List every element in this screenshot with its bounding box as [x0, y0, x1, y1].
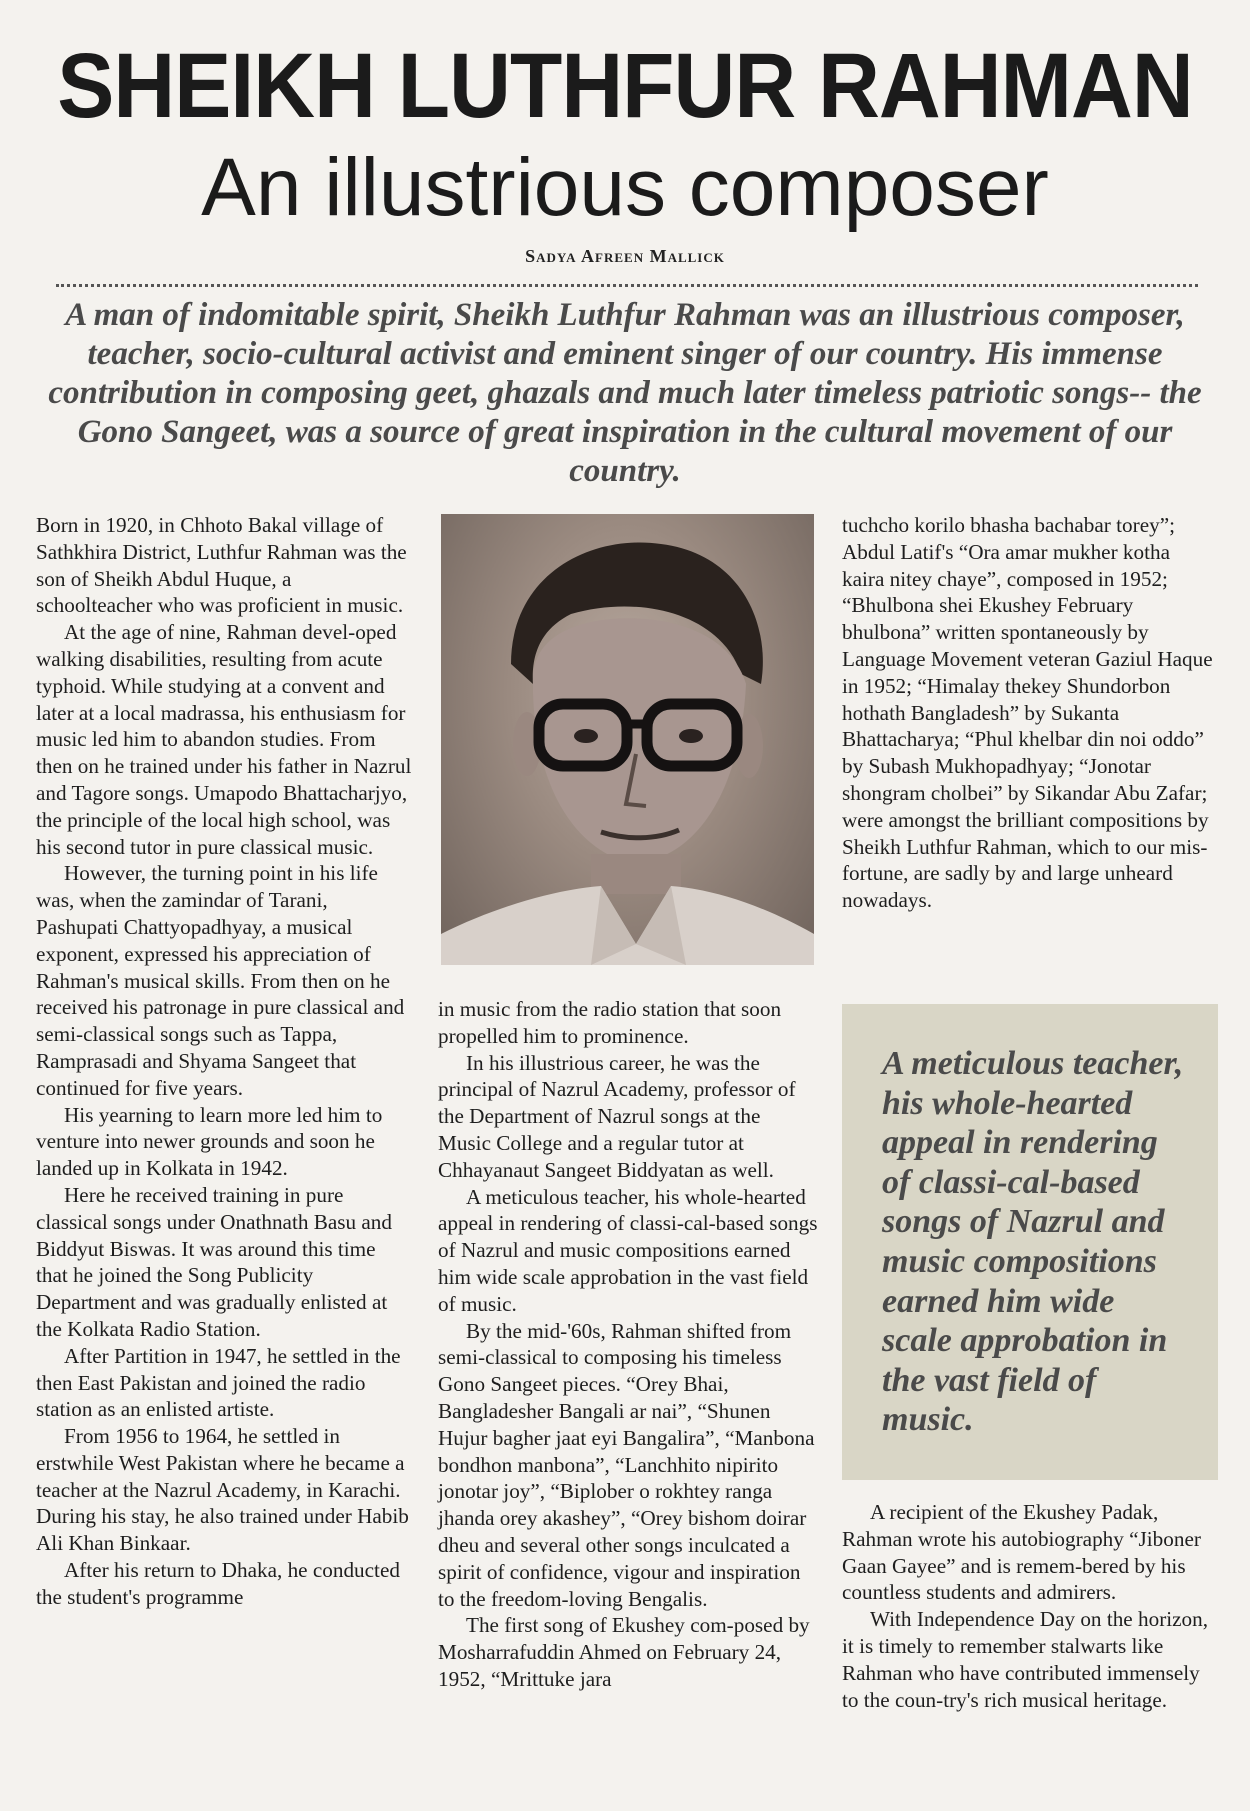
paragraph: His yearning to learn more led him to venture into newer grounds and soon he landed up in Kolkata in 1942. — [36, 1102, 383, 1181]
paragraph: After Partition in 1947, he settled in the then East Pakistan and joined the radio station as an enlisted artiste. — [36, 1343, 401, 1422]
paragraph: in music from the radio station that soon propelled him to prominence. — [438, 997, 782, 1048]
paragraph: A meticulous teacher, his whole-hearted appeal in rendering of classi-cal-based songs of Nazrul and music compositions earned him wide scale approbation in the vast field of music. — [438, 1184, 818, 1316]
paragraph: At the age of nine, Rahman devel-oped walking disabilities, resulting from acute typhoid. While studying at a convent and later at a local madrassa, his enthusiasm for music led him to abandon studies. From then on he trained under his father in Nazrul and Tagore songs. Umapodo Bhattacharjyo, the principle of the local high school, was his second tutor in pure classical music. — [36, 620, 412, 859]
byline: Sadya Afreen Mallick — [525, 246, 725, 266]
paragraph: From 1956 to 1964, he settled in erstwhile West Pakistan where he became a teacher at the Nazrul Academy, in Karachi. During his stay, he also trained under Habib Ali Khan Binkaar. — [36, 1424, 409, 1556]
subhead: An illustrious composer — [201, 142, 1049, 233]
paragraph: tuchcho korilo bhasha bachabar torey”; Abdul Latif's “Ora amar mukher kotha kaira nitey chaye”, composed in 1952; “Bhulbona shei Ekushey February bhulbona” written spontaneously by Language Movement veteran Gaziul Haque in 1952; “Himalay thekey Shundorbon hothath Bangladesh” by Sukanta Bhattacharya; “Phul khelbar din noi oddo” by Subash Mukhopadhyay; “Jonotar shongram cholbei” by Sikandar Abu Zafar; were amongst the brilliant compositions by Sheikh Luthfur Rahman, which to our mis-fortune, are sadly by and large unheard nowadays. — [842, 513, 1213, 913]
pull-quote: A meticulous teacher, his whole-hearted appeal in rendering of classi-cal-based songs of Nazrul and music compositions earned him wide scale approbation in the vast field of music. — [842, 1004, 1218, 1480]
paragraph: A recipient of the Ekushey Padak, Rahman wrote his autobiography “Jiboner Gaan Gayee” and is remem-bered by his countless students and admirers. — [842, 1500, 1201, 1605]
deck-intro: A man of indomitable spirit, Sheikh Luthfur Rahman was an illustrious composer, teacher, socio-cultural activist and eminent singer of our country. His immense contribution in composing geet, ghazals and much later timeless patriotic songs-- the Gono Sangeet, was a source of great inspiration in the cultural movement of our country. — [48, 297, 1202, 489]
body-column-3-top — [842, 512, 1214, 914]
headline: SHEIKH LUTHFUR RAHMAN — [57, 35, 1193, 137]
paragraph: The first song of Ekushey com-posed by Mosharrafuddin Ahmed on February 24, 1952, “Mrittuke jara — [438, 1613, 810, 1691]
paragraph: In his illustrious career, he was the principal of Nazrul Academy, professor of the Department of Nazrul songs at the Music College and a regular tutor at Chhayanaut Sangeet Biddyatan as well. — [438, 1050, 796, 1182]
paragraph: Here he received training in pure classical songs under Onathnath Basu and Biddyut Biswas. It was around this time that he joined the Song Publicity Department and was gradually enlisted at the Kolkata Radio Station. — [36, 1182, 392, 1341]
paragraph: After his return to Dhaka, he conducted the student's programme — [36, 1558, 400, 1609]
paragraph: However, the turning point in his life was, when the zamindar of Tarani, Pashupati Chattyopadhyay, a musical exponent, expressed his appreciation of Rahman's musical skills. From then on he received his patronage in pure classical and semi-classical songs such as Tappa, Ramprasadi and Shyama Sangeet that continued for five years. — [36, 861, 405, 1100]
body-column-2 — [438, 996, 818, 1693]
body-column-1 — [36, 512, 412, 1611]
paragraph: By the mid-'60s, Rahman shifted from semi-classical to composing his timeless Gono Sangeet pieces. “Orey Bhai, Bangladesher Bangali ar nai”, “Shunen Hujur bagher jaat eyi Bangalira”, “Manbona bondhon manbona”, “Lanchhito nipirito jonotar joy”, “Biplober o rokhtey ranga jhanda orey akashey”, “Orey bishom doirar dheu and several other songs inculcated a spirit of confidence, vigour and inspiration to the freedom-loving Bengalis. — [438, 1318, 815, 1611]
body-column-3-bottom — [842, 1499, 1214, 1713]
paragraph: Born in 1920, in Chhoto Bakal village of Sathkhira District, Luthfur Rahman was the son of Sheikh Abdul Huque, a schoolteacher who was proficient in music. — [36, 513, 407, 618]
dotted-divider — [56, 284, 1198, 287]
paragraph: With Independence Day on the horizon, it is timely to remember stalwarts like Rahman who have contributed immensely to the coun-try's rich musical heritage. — [842, 1607, 1209, 1712]
portrait-photo — [441, 514, 814, 965]
